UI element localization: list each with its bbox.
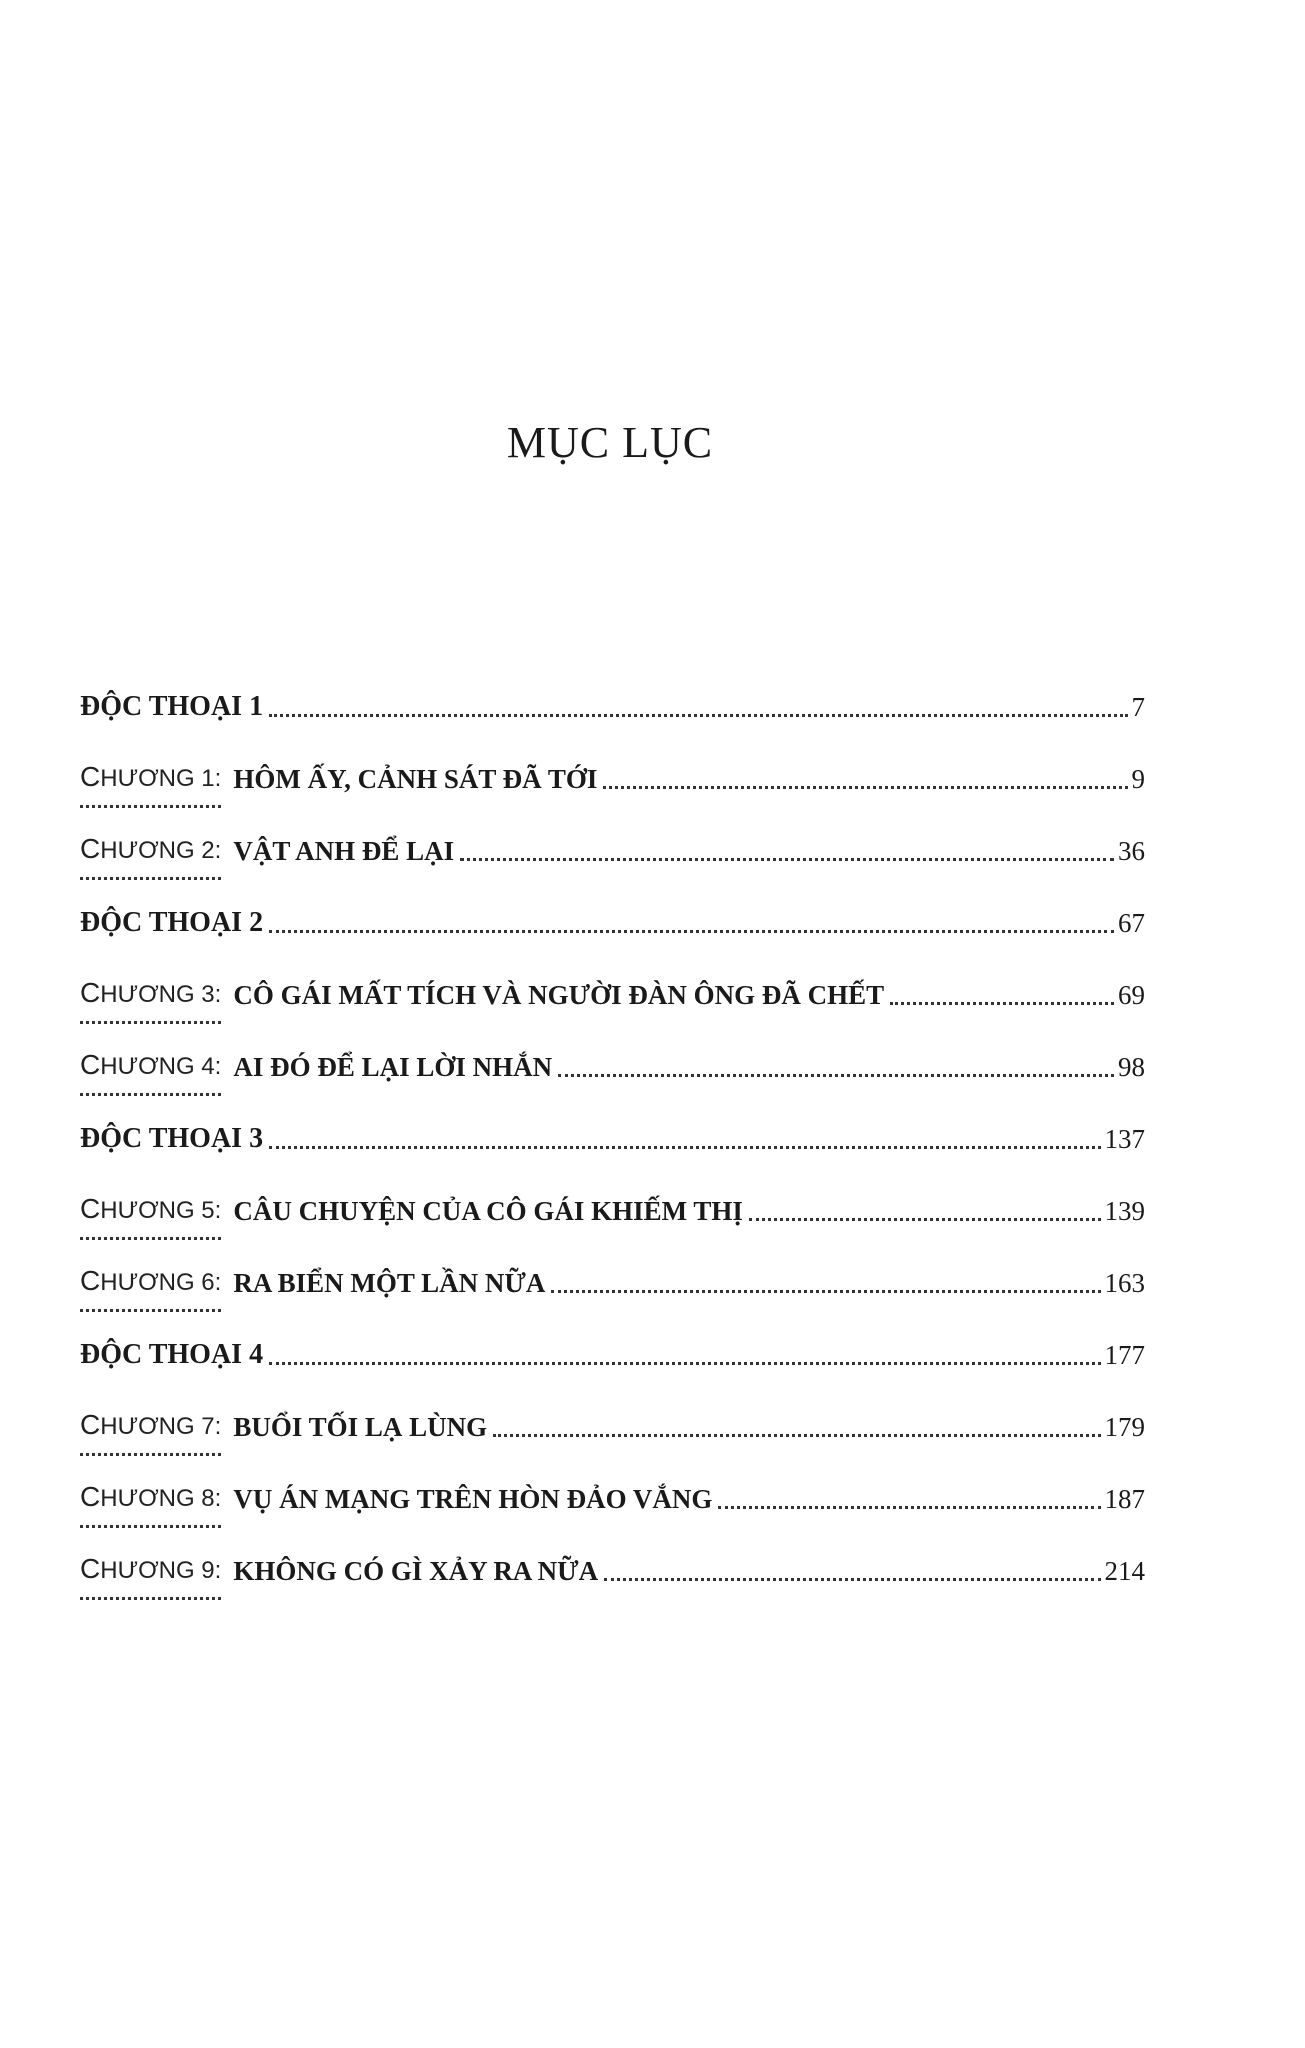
toc-entry-page: 9	[1131, 764, 1145, 794]
chapter-prefix-initial: C	[80, 761, 101, 792]
dot-leader	[269, 713, 1127, 717]
toc-entry-chapter-5[interactable]	[80, 1154, 1145, 1226]
chapter-prefix-initial: C	[80, 977, 101, 1008]
toc-entry-page: 163	[1104, 1268, 1145, 1298]
chapter-prefix-text: HƯƠNG 7:	[100, 1413, 222, 1440]
toc-entry-page: 67	[1118, 908, 1145, 938]
chapter-prefix-initial: C	[80, 1193, 101, 1224]
toc-entry-chapter-3[interactable]	[80, 938, 1145, 1010]
dot-leader	[718, 1505, 1100, 1509]
dot-leader	[269, 1145, 1100, 1149]
toc-entry-label: ĐỘC THOẠI 3	[80, 1123, 264, 1154]
toc-entry-page: 69	[1118, 980, 1145, 1010]
dot-leader	[749, 1217, 1101, 1221]
toc-entry-page: 98	[1118, 1052, 1145, 1082]
dot-leader	[269, 1361, 1100, 1365]
toc-entry-page: 137	[1104, 1124, 1145, 1154]
toc-entry-label: HÔM ẤY, CẢNH SÁT ĐÃ TỚI	[233, 764, 598, 794]
dot-leader	[890, 1001, 1114, 1005]
toc-entry-label: VỤ ÁN MẠNG TRÊN HÒN ĐẢO VẮNG	[233, 1484, 713, 1514]
dot-leader	[551, 1289, 1100, 1293]
chapter-prefix	[80, 1266, 221, 1298]
toc-entry-chapter-1[interactable]	[80, 722, 1145, 794]
toc-entry-chapter-2[interactable]	[80, 794, 1145, 866]
chapter-prefix-text: HƯƠNG 2:	[100, 837, 222, 864]
toc-entry-label: ĐỘC THOẠI 2	[80, 907, 264, 938]
chapter-prefix-text: HƯƠNG 3:	[100, 981, 222, 1008]
toc-entry-page: 7	[1131, 692, 1145, 722]
toc-entry-label: ĐỘC THOẠI 4	[80, 1339, 264, 1370]
toc-entry-label: ĐỘC THOẠI 1	[80, 691, 264, 722]
toc-entry-label: CÔ GÁI MẤT TÍCH VÀ NGƯỜI ĐÀN ÔNG ĐÃ CHẾT	[233, 980, 885, 1010]
toc-entry-part-2[interactable]	[80, 866, 1145, 938]
toc-entry-part-1[interactable]	[80, 650, 1145, 722]
dot-leader	[493, 1433, 1100, 1437]
toc-entry-page: 179	[1104, 1412, 1145, 1442]
toc-entry-page: 177	[1104, 1340, 1145, 1370]
toc-entry-page: 36	[1118, 836, 1145, 866]
chapter-prefix-initial: C	[80, 1049, 101, 1080]
toc-entry-chapter-7[interactable]	[80, 1370, 1145, 1442]
chapter-prefix-initial: C	[80, 833, 101, 864]
chapter-prefix	[80, 1410, 221, 1442]
chapter-prefix	[80, 1554, 221, 1586]
toc-entry-chapter-6[interactable]	[80, 1226, 1145, 1298]
table-of-contents	[80, 650, 1145, 1586]
chapter-prefix	[80, 762, 221, 794]
toc-entry-label: KHÔNG CÓ GÌ XẢY RA NỮA	[233, 1556, 599, 1586]
toc-entry-chapter-8[interactable]	[80, 1442, 1145, 1514]
chapter-prefix-text: HƯƠNG 9:	[100, 1557, 222, 1584]
dot-leader	[269, 929, 1114, 933]
chapter-prefix	[80, 1050, 221, 1082]
toc-entry-chapter-9[interactable]	[80, 1514, 1145, 1586]
toc-entry-page: 139	[1104, 1196, 1145, 1226]
chapter-prefix	[80, 1194, 221, 1226]
page-title: MỤC LỤC	[506, 418, 714, 468]
chapter-prefix-initial: C	[80, 1553, 101, 1584]
toc-entry-label: VẬT ANH ĐỂ LẠI	[233, 836, 455, 866]
chapter-prefix-initial: C	[80, 1265, 101, 1296]
toc-entry-chapter-4[interactable]	[80, 1010, 1145, 1082]
dot-leader	[603, 785, 1127, 789]
chapter-prefix	[80, 1482, 221, 1514]
dot-leader	[604, 1577, 1100, 1581]
toc-entry-part-3[interactable]	[80, 1082, 1145, 1154]
toc-entry-label: BUỔI TỐI LẠ LÙNG	[233, 1412, 488, 1442]
chapter-prefix	[80, 834, 221, 866]
toc-entry-label: CÂU CHUYỆN CỦA CÔ GÁI KHIẾM THỊ	[233, 1196, 743, 1226]
toc-entry-page: 187	[1104, 1484, 1145, 1514]
chapter-prefix-text: HƯƠNG 6:	[100, 1269, 222, 1296]
toc-entry-part-4[interactable]	[80, 1298, 1145, 1370]
chapter-prefix-text: HƯƠNG 4:	[100, 1053, 222, 1080]
chapter-prefix-text: HƯƠNG 5:	[100, 1197, 222, 1224]
dot-leader	[460, 857, 1114, 861]
chapter-prefix-text: HƯƠNG 8:	[100, 1485, 222, 1512]
dot-leader	[558, 1073, 1114, 1077]
chapter-prefix-initial: C	[80, 1481, 101, 1512]
toc-entry-label: AI ĐÓ ĐỂ LẠI LỜI NHẮN	[233, 1052, 553, 1082]
toc-entry-label: RA BIỂN MỘT LẦN NỮA	[233, 1268, 546, 1298]
prefix-dot-underline	[80, 1591, 221, 1600]
chapter-prefix	[80, 978, 221, 1010]
chapter-prefix-text: HƯƠNG 1:	[100, 765, 222, 792]
toc-entry-page: 214	[1104, 1556, 1145, 1586]
chapter-prefix-initial: C	[80, 1409, 101, 1440]
